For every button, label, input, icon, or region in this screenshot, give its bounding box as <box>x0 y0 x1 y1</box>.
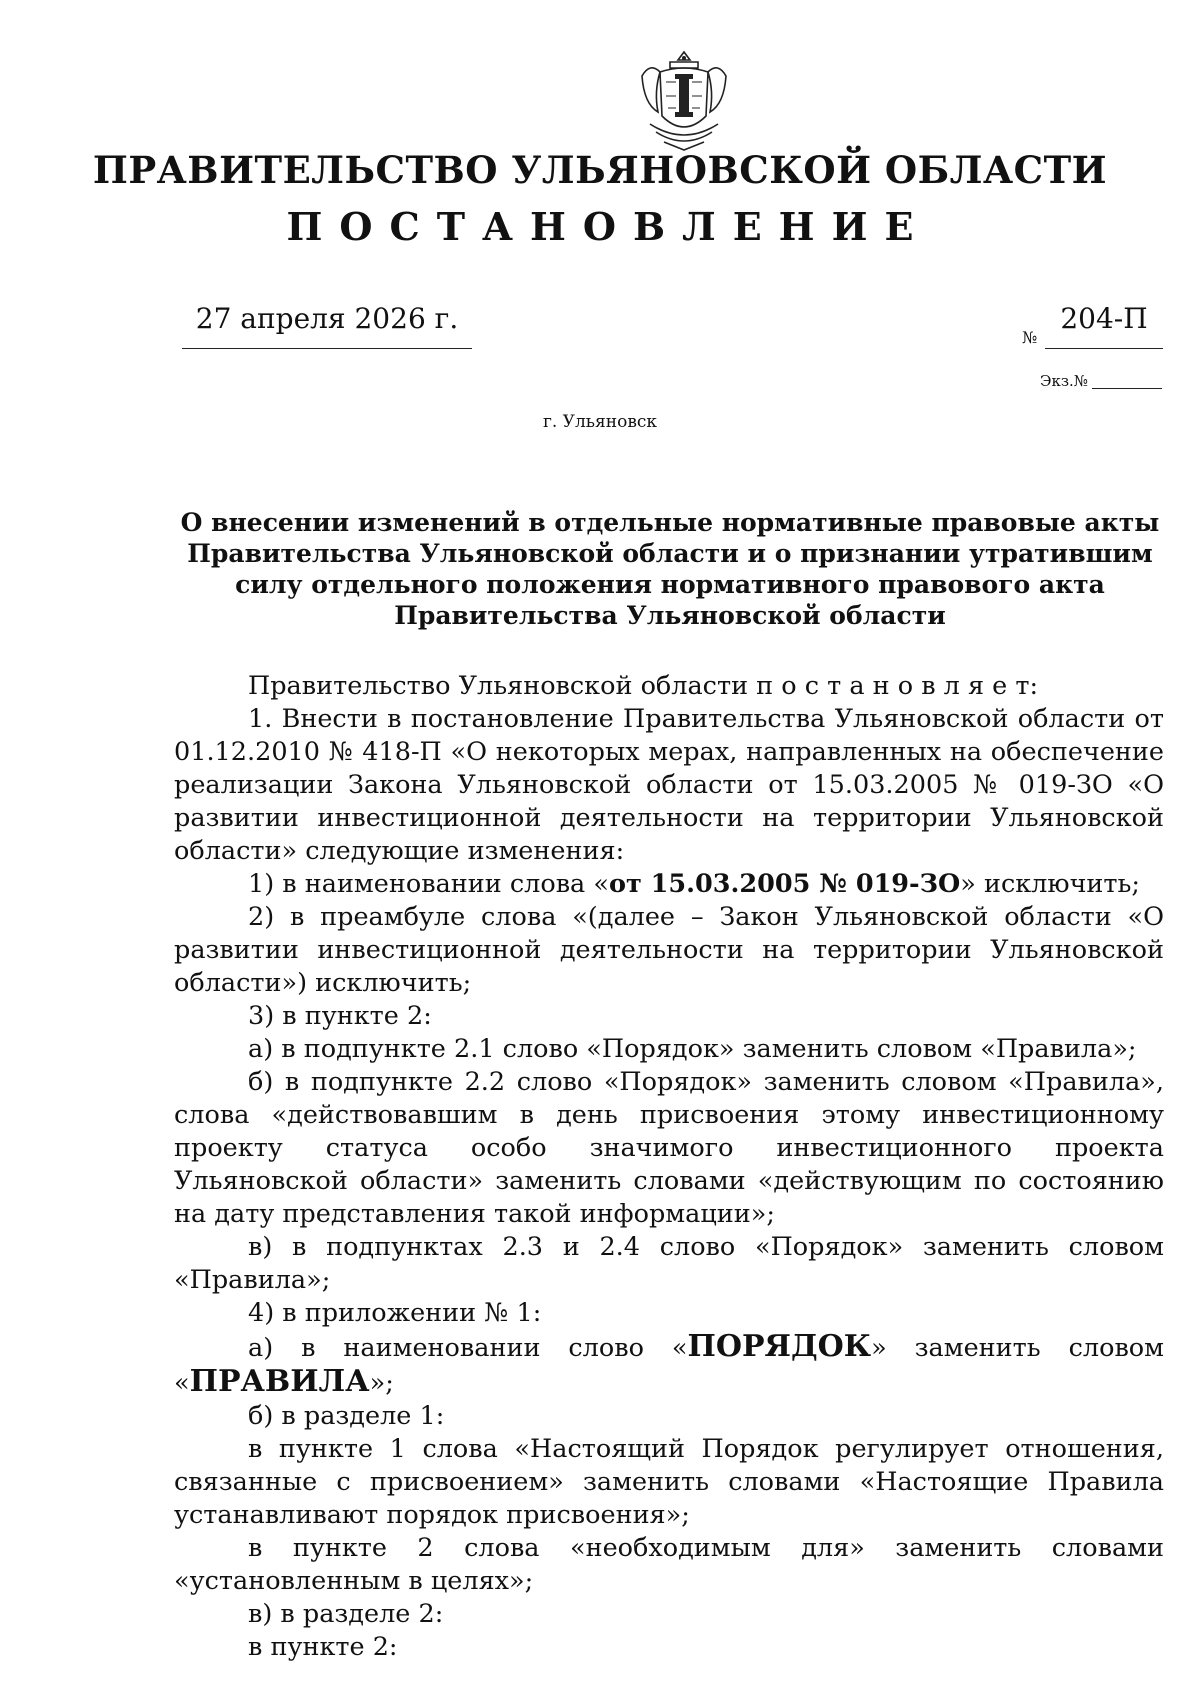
paragraph: 3) в пункте 2: <box>248 1001 432 1031</box>
coat-of-arms-icon <box>630 46 738 154</box>
bold-text: от 15.03.2005 № 019-ЗО <box>608 869 961 899</box>
document-number: 204-П <box>1060 302 1148 335</box>
paragraph: 4) в приложении № 1: <box>248 1298 542 1328</box>
number-underline <box>1045 348 1163 349</box>
subject-line: силу отдельного положения нормативного правового акта <box>235 570 1105 599</box>
paragraph <box>174 868 1164 901</box>
paragraph: в пункте 2: <box>248 1632 398 1662</box>
subject-line: Правительства Ульяновской области <box>394 601 946 630</box>
paragraph: Правительство Ульяновской области п о с т а н о в л я е т: <box>248 671 1039 701</box>
paragraph: а) в подпункте 2.1 слово «Порядок» заменить словом «Правила»; <box>248 1034 1137 1064</box>
text-run: »; <box>369 1368 394 1398</box>
date-underline <box>182 348 472 349</box>
paragraph: б) в разделе 1: <box>248 1401 445 1431</box>
subject-line: Правительства Ульяновской области и о признании утратившим <box>187 539 1153 568</box>
subject-line: О внесении изменений в отдельные нормативные правовые акты <box>180 508 1160 537</box>
city: г. Ульяновск <box>542 412 658 432</box>
text-run: а) в наименовании слово « <box>248 1333 688 1363</box>
paragraph: в пункте 1 слова «Настоящий Порядок регулирует отношения, связанные с присвоением» заменить словами «Настоящие Правила устанавливают порядок присвоения»; <box>174 1434 1164 1530</box>
bold-text: ПОРЯДОК <box>687 1329 872 1364</box>
document-subject <box>180 507 1160 631</box>
text-run: 1) в наименовании слова « <box>248 869 609 899</box>
paragraph: 1. Внести в постановление Правительства Ульяновской области от 01.12.2010 № 418-П «О некоторых мерах, направленных на обеспечение реализации Закона Ульяновской области от 15.03.2005 № 019-ЗО «О развитии инвестиционной деятельности на территории Ульяновской области» следующие изменения: <box>174 704 1164 866</box>
copy-number-label: Экз.№ <box>1040 372 1088 390</box>
number-sign: № <box>1022 328 1038 347</box>
document-body <box>174 670 1164 1664</box>
paragraph: б) в подпункте 2.2 слово «Порядок» заменить словом «Правила», слова «действовавшим в день присвоения этому инвестиционному проекту статуса особо значимого инвестиционного проекта Ульяновской области» заменить словами «действующим по состоянию на дату представления такой информации»; <box>174 1067 1164 1229</box>
text-run: » заменить словом « <box>174 1333 1164 1398</box>
document-type: ПОСТАНОВЛЕНИЕ <box>286 204 931 249</box>
paragraph: в) в разделе 2: <box>248 1599 444 1629</box>
paragraph: 2) в преамбуле слова «(далее – Закон Ульяновской области «О развитии инвестиционной деятельности на территории Ульяновской области») исключить; <box>174 902 1164 998</box>
bold-text: ПРАВИЛА <box>189 1364 370 1399</box>
paragraph <box>174 1330 1164 1400</box>
document-date: 27 апреля 2026 г. <box>195 302 459 335</box>
paragraph: в пункте 2 слова «необходимым для» заменить словами «установленным в целях»; <box>174 1533 1164 1596</box>
copy-number-underline <box>1092 388 1162 389</box>
paragraph: в) в подпунктах 2.3 и 2.4 слово «Порядок» заменить словом «Правила»; <box>174 1232 1164 1295</box>
text-run: » исключить; <box>960 869 1141 899</box>
government-title: ПРАВИТЕЛЬСТВО УЛЬЯНОВСКОЙ ОБЛАСТИ <box>92 148 1108 192</box>
